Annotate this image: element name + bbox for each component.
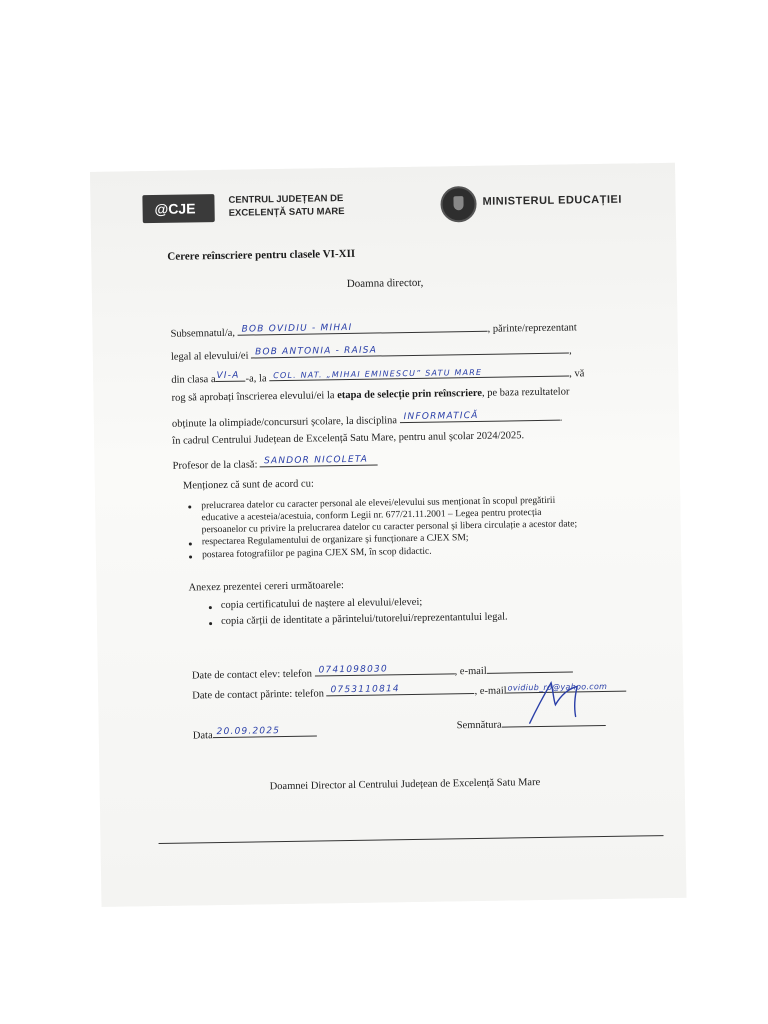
line-clasa bbox=[171, 364, 584, 385]
romania-crest-icon bbox=[440, 186, 477, 223]
scoala-value: COL. NAT. „MIHAI EMINESCU” SATU MARE bbox=[273, 367, 483, 381]
rog-bold: etapa de selecție prin reînscriere bbox=[337, 387, 483, 402]
line-subsemnatul bbox=[170, 318, 576, 339]
elev-value: BOB ANTONIA - RAISA bbox=[254, 345, 378, 358]
subsemnatul-field[interactable] bbox=[237, 320, 487, 336]
line-data bbox=[193, 725, 317, 742]
bullet-icon bbox=[188, 505, 191, 508]
acord-item2: respectarea Regulamentului de organizare și funcționare a CJEX SM; bbox=[201, 532, 469, 548]
cjex-logo bbox=[142, 194, 214, 223]
acord-item1-line2: educative a acesteia/acestuia, conform Legii nr. 677/21.11.2001 – Legea pentru protecția bbox=[201, 506, 542, 524]
clasa-value: VI-A bbox=[216, 370, 240, 382]
parinte-phone-value: 0753110814 bbox=[330, 684, 400, 696]
cjex-name-line2: EXCELENȚĂ SATU MARE bbox=[228, 206, 345, 219]
line-disciplina: obținute la olimpiade/concursuri școlare, la disciplina INFORMATICĂ . bbox=[172, 409, 563, 430]
form-paper bbox=[90, 163, 686, 907]
profesor-field[interactable] bbox=[260, 454, 378, 468]
disciplina-field[interactable] bbox=[400, 409, 560, 424]
subsemnatul-label: Subsemnatul/a, bbox=[170, 327, 236, 340]
acord-item3: postarea fotografiilor pe pagina CJEX SM, în scop didactic. bbox=[201, 545, 432, 561]
clasa-suffix: -a, la bbox=[245, 373, 267, 385]
anexe-intro: Anexez prezentei cereri următoarele: bbox=[188, 580, 344, 594]
obtinute-text: obținute la olimpiade/concursuri școlare, la disciplina bbox=[171, 415, 398, 430]
profesor-label: Profesor de la clasă: bbox=[172, 459, 258, 472]
bullet-icon bbox=[209, 622, 212, 625]
parinte-phone-field[interactable] bbox=[326, 682, 474, 696]
contact-elev-label: Date de contact elev: telefon bbox=[191, 668, 313, 682]
form-title: Cerere reînscriere pentru clasele VI-XII bbox=[167, 247, 356, 263]
scoala-field[interactable] bbox=[269, 364, 569, 381]
cjex-logo-text: @CJE bbox=[154, 200, 196, 217]
rog-text-2: , pe baza rezultatelor bbox=[481, 386, 570, 399]
clasa-prefix: din clasa a bbox=[171, 374, 216, 386]
contact-parinte-label: Date de contact părinte: telefon bbox=[192, 688, 325, 702]
bullet-icon bbox=[189, 555, 192, 558]
elev-email-label: , e-mail bbox=[454, 665, 487, 678]
parinte-email-value: ovidiub_ro@yahoo.com bbox=[507, 681, 608, 693]
bottom-rule bbox=[159, 835, 664, 844]
bullet-icon bbox=[209, 606, 212, 609]
clasa-field[interactable] bbox=[215, 370, 245, 382]
acord-item1-line3: persoanelor cu privire la prelucrarea datelor cu caracter personal și libera circulație a acestor date; bbox=[201, 518, 578, 536]
line-elev: legal al elevului/ei BOB ANTONIA - RAISA , bbox=[171, 341, 572, 362]
salutation: Doamna director, bbox=[346, 276, 424, 290]
ministry-name: MINISTERUL EDUCAȚIEI bbox=[482, 193, 622, 208]
cjex-name bbox=[228, 192, 344, 220]
va-text: , vă bbox=[569, 368, 585, 380]
legal-label: legal al elevului/ei bbox=[170, 350, 249, 363]
line-profesor bbox=[172, 454, 378, 472]
parinte-text: , părinte/reprezentant bbox=[487, 322, 577, 335]
semnatura-label: Semnătura bbox=[456, 719, 502, 732]
rog-text-1: rog să aprobați înscrierea elevului/ei la bbox=[171, 390, 338, 404]
elev-email-field[interactable] bbox=[487, 660, 573, 673]
data-value: 20.09.2025 bbox=[216, 726, 281, 738]
footer-addressee: Doamnei Director al Centrului Județean de Excelență Satu Mare bbox=[269, 777, 541, 793]
cadrul-text: în cadrul Centrului Județean de Excelență Satu Mare, pentru anul școlar 2024/2025. bbox=[172, 430, 525, 447]
elev-field[interactable] bbox=[251, 341, 569, 358]
cjex-name-line1: CENTRUL JUDEȚEAN DE bbox=[228, 193, 344, 206]
data-label: Data bbox=[192, 730, 213, 742]
acord-item1 bbox=[201, 494, 577, 536]
data-field[interactable] bbox=[213, 725, 317, 739]
subsemnatul-value: BOB OVIDIU - MIHAI bbox=[241, 322, 353, 335]
acord-intro: Menționez că sunt de acord cu: bbox=[182, 478, 314, 492]
acord-item1-line1: prelucrarea datelor cu caracter personal ale elevei/elevului sus menționat în scopul pregătirii bbox=[201, 494, 556, 512]
elev-phone-field[interactable] bbox=[314, 662, 454, 676]
line-contact-elev bbox=[192, 660, 573, 681]
profesor-value: SANDOR NICOLETA bbox=[263, 454, 369, 467]
disciplina-value: INFORMATICĂ bbox=[403, 410, 479, 423]
signature-icon bbox=[523, 676, 599, 727]
line-rog bbox=[171, 386, 569, 403]
elev-phone-value: 0741098030 bbox=[318, 664, 388, 676]
anexe-item2: copia cărții de identitate a părintelui/tutorelui/reprezentantului legal. bbox=[220, 611, 508, 627]
anexe-item1: copia certificatului de naștere al elevului/elevei; bbox=[220, 596, 423, 611]
parinte-email-label: , e-mail bbox=[474, 685, 507, 698]
bullet-icon bbox=[189, 542, 192, 545]
